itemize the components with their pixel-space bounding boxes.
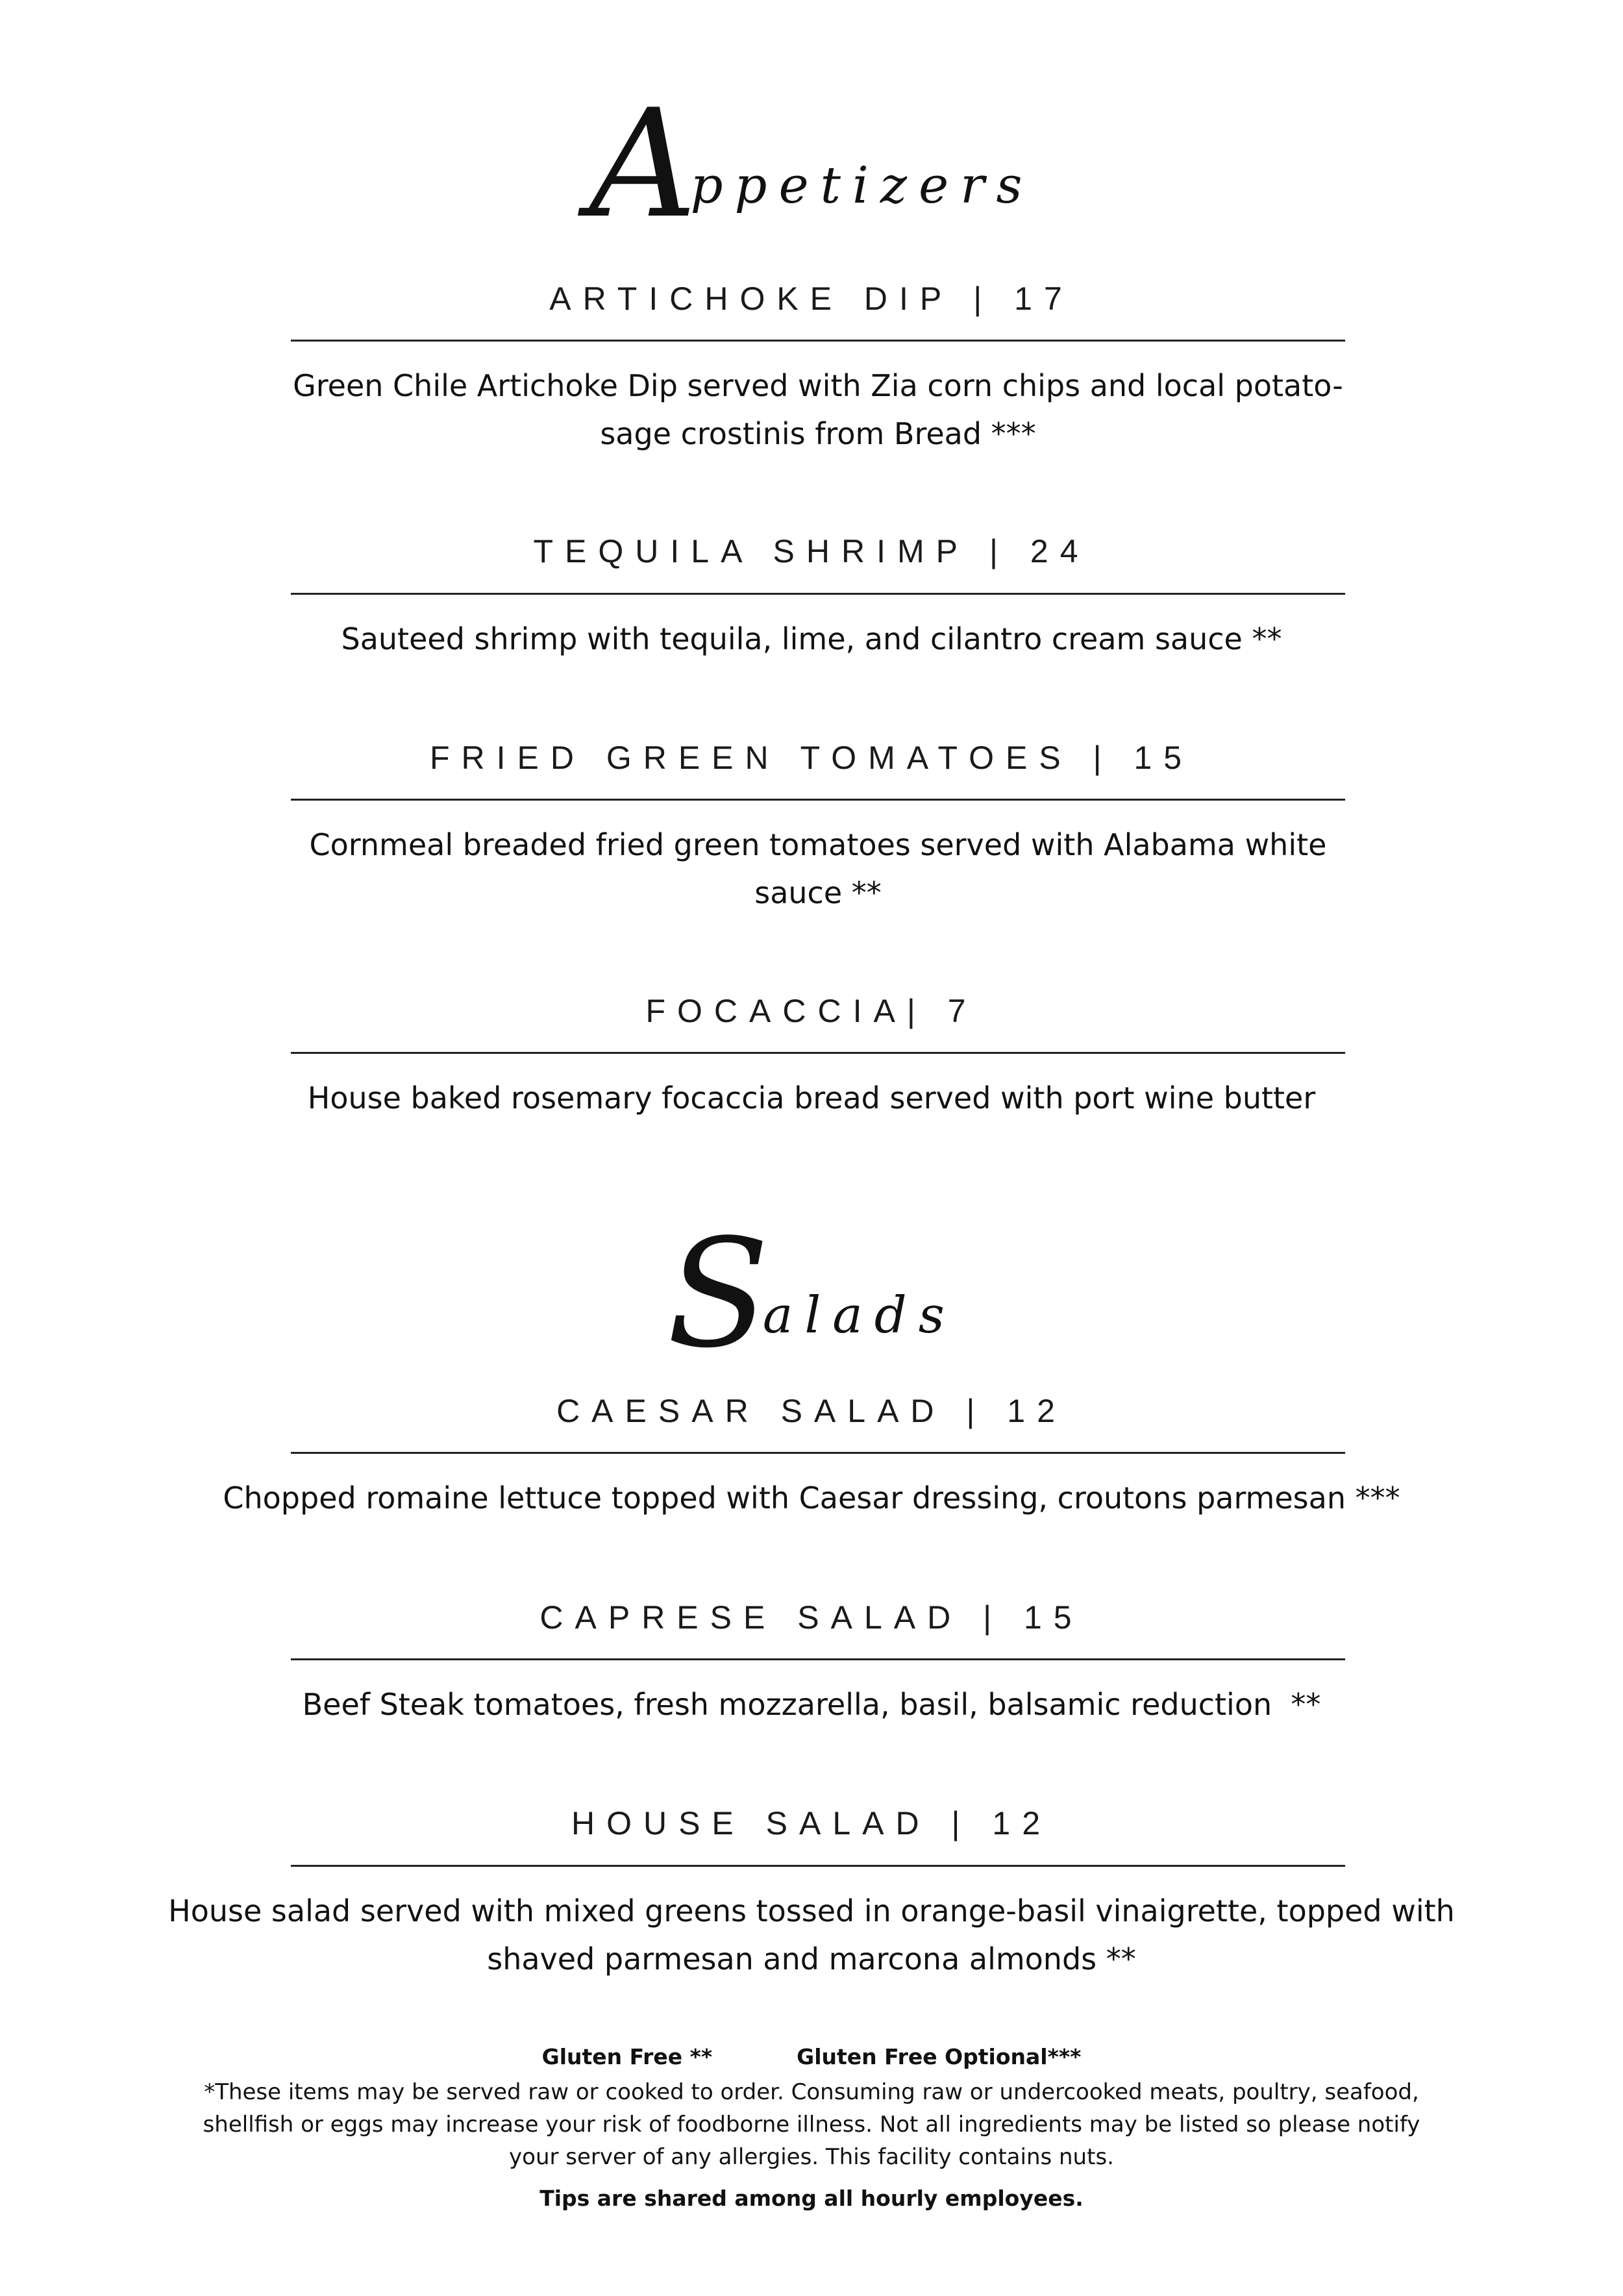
salads-heading-rest: alads xyxy=(762,1286,956,1345)
item-description-focaccia: House baked rosemary focaccia bread served with port wine butter xyxy=(307,1080,1316,1116)
item-description-fried-green-tomatoes: Cornmeal breaded fried green tomatoes served with Alabama white sauce ** xyxy=(309,827,1327,910)
item-title-tequila-shrimp: TEQUILA SHRIMP | 24 xyxy=(533,533,1090,569)
divider xyxy=(291,799,1345,801)
appetizers-heading-rest: ppetizers xyxy=(690,156,1034,215)
gluten-free-legend xyxy=(0,2042,1623,2072)
food-safety-disclaimer: *These items may be served raw or cooked to order. Consuming raw or undercooked meats, poultry, seafood, shellfish or eggs may increase your risk of foodborne illness. Not all ingredients may be listed so please notify your server of any allergies. This facility contains nuts. xyxy=(203,2079,1420,2170)
salads-heading xyxy=(0,1208,1623,1381)
salads-heading-cap: S xyxy=(667,1208,763,1381)
divider xyxy=(291,340,1345,342)
item-description-caesar-salad: Chopped romaine lettuce topped with Caesar dressing, croutons parmesan *** xyxy=(223,1480,1400,1516)
item-description-caprese-salad: Beef Steak tomatoes, fresh mozzarella, basil, balsamic reduction ** xyxy=(302,1687,1321,1722)
item-title-artichoke-dip: ARTICHOKE DIP | 17 xyxy=(549,281,1074,317)
tips-note: Tips are shared among all hourly employees. xyxy=(539,2186,1084,2211)
item-title-focaccia: FOCACCIA| 7 xyxy=(645,993,978,1029)
item-title-caprese-salad: CAPRESE SALAD | 15 xyxy=(539,1599,1084,1636)
gluten-free-label: Gluten Free ** xyxy=(541,2044,713,2069)
divider xyxy=(291,1052,1345,1054)
item-description-house-salad: House salad served with mixed greens tossed in orange-basil vinaigrette, topped with shaved parmesan and marcona almonds ** xyxy=(168,1893,1455,1977)
item-title-house-salad: HOUSE SALAD | 12 xyxy=(571,1805,1052,1841)
item-description-artichoke-dip: Green Chile Artichoke Dip served with Zia corn chips and local potato-sage crostinis from Bread *** xyxy=(293,368,1343,451)
item-description-tequila-shrimp: Sauteed shrimp with tequila, lime, and cilantro cream sauce ** xyxy=(341,621,1282,656)
divider xyxy=(291,1452,1345,1454)
divider xyxy=(291,1865,1345,1867)
divider xyxy=(291,593,1345,595)
gluten-free-optional-label: Gluten Free Optional*** xyxy=(797,2044,1082,2069)
appetizers-heading xyxy=(0,78,1623,251)
appetizers-heading-cap: A xyxy=(589,78,691,251)
item-title-caesar-salad: CAESAR SALAD | 12 xyxy=(556,1393,1067,1429)
item-title-fried-green-tomatoes: FRIED GREEN TOMATOES | 15 xyxy=(429,740,1194,776)
divider xyxy=(291,1658,1345,1660)
